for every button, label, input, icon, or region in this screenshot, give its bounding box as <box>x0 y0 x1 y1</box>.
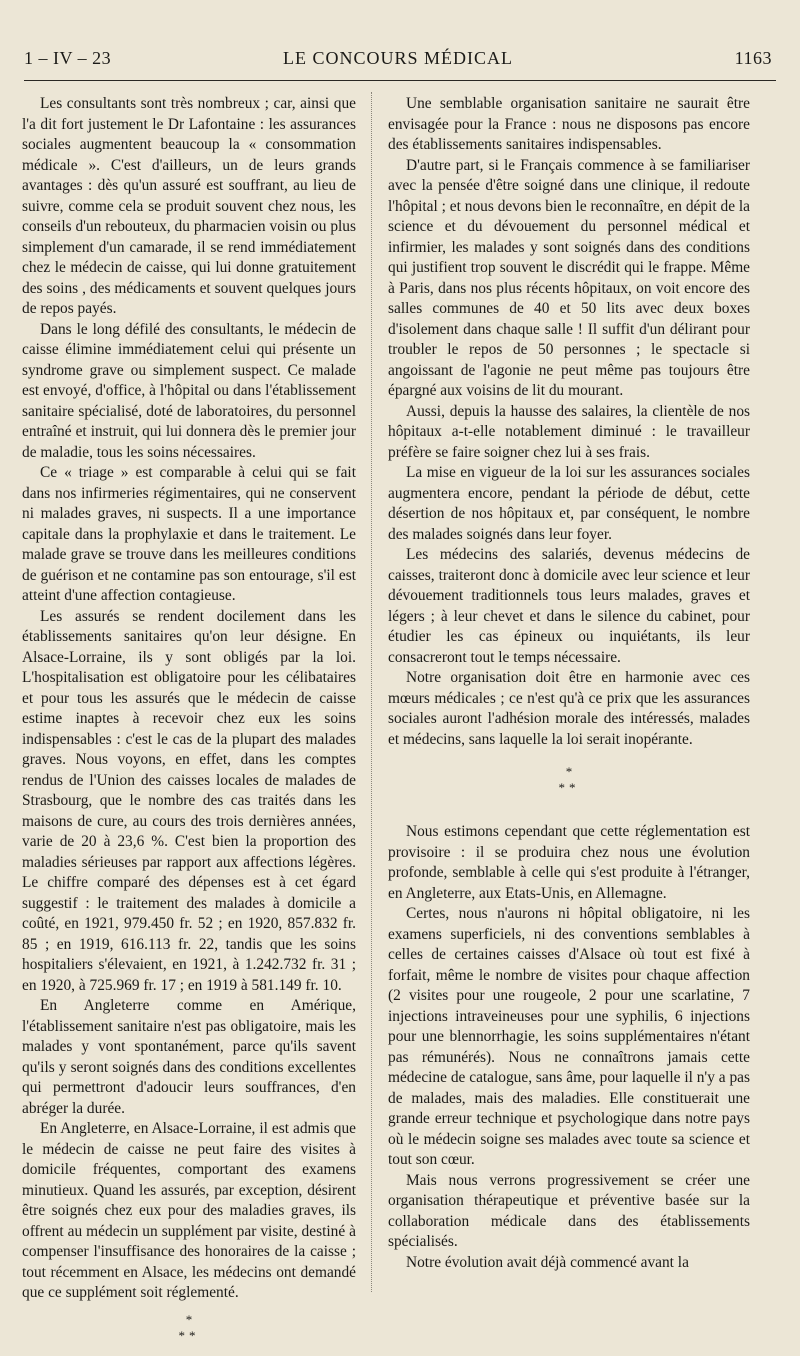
paragraph: La mise en vigueur de la loi sur les assurances sociales augmentera encore, pendant la période de début, cette désertion de nos hôpitaux et, par conséquent, le nombre des malades soignés dans leur foyer. <box>388 464 750 543</box>
section-separator <box>388 764 750 796</box>
paragraph: En Angleterre comme en Amérique, l'établissement sanitaire n'est pas obligatoire, mais les malades y vont spontanément, parce qu'ils savent qu'ils y seront soignés dans des conditions excellentes qui permettront d'adoucir leurs souffrances, d'en abréger la durée. <box>22 997 356 1117</box>
paragraph: Dans le long défilé des consultants, le médecin de caisse élimine immédiatement celui qui présente un syndrome grave ou simplement suspect. Ce malade est envoyé, d'office, à l'hôpital ou dans l'établissement sanitaire spécialisé, doté de laboratoires, du personnel entraîné et instruit, qui lui donnera dès le premier jour de maladie, tous les soins nécessaires. <box>22 320 356 461</box>
paragraph: Notre organisation doit être en harmonie avec ces mœurs médicales ; ce n'est qu'à ce prix que les assurances sociales auront l'adhésion morale des intéressés, malades et médecins, sans laquelle la loi serait inopérante. <box>388 669 750 748</box>
paragraph: Certes, nous n'aurons ni hôpital obligatoire, ni les examens superficiels, ni des conventions semblables à celles de certaines caisses d'Alsace où tout est fixé à forfait, même le nombre de visites pour chaque affection (2 visites pour une rougeole, 2 pour une scarlatine, 7 injections intraveineuses pour une syphilis, 6 injections pour une blennorrhagie, les soins supplémentaires n'étant pas rémunérés). Nous ne connaîtrons jamais cette médecine de catalogue, sans âme, pour laquelle il n'y a pas de malades, mais des maladies. Elle constituerait une grande erreur technique et psychologique dans notre pays où le médecin soigne ses malades avec toute sa science et tout son cœur. <box>388 905 750 1168</box>
journal-title: LE CONCOURS MÉDICAL <box>282 48 513 68</box>
paragraph: Une semblable organisation sanitaire ne saurait être envisagée pour la France : nous ne disposons pas encore des établissements sanitaires indispensables. <box>388 95 750 153</box>
separator-star-top: * <box>565 764 573 779</box>
separator-star-top: * <box>185 1311 193 1327</box>
left-column <box>22 94 356 1356</box>
separator-star-bottom: ** <box>558 780 580 795</box>
header-rule <box>24 80 776 81</box>
paragraph: D'autre part, si le Français commence à se familiariser avec la pensée d'être soigné dans une clinique, il redoute l'hôpital ; et nous devons bien le reconnaître, en dépit de la science et du dévouement du personnel médical et infirmier, les malades y sont soignés dans des conditions qui justifient trop souvent le discrédit qui le frappe. Même à Paris, dans nos plus récents hôpitaux, on voit encore des salles communes de 40 et 50 lits avec deux boxes d'isolement dans chaque salle ! Il suffit d'un délirant pour troubler le repos de 50 personnes ; le spectacle si angoissant de l'agonie ne peut même pas toujours être épargné aux voisins de lit du mourant. <box>388 156 750 399</box>
paragraph: Mais nous verrons progressivement se créer une organisation thérapeutique et préventive basée sur la collaboration médicale dans des établissements spécialisés. <box>388 1171 750 1250</box>
paragraph: Ce « triage » est comparable à celui qui se fait dans nos infirmeries régimentaires, qui ne conservent ni malades graves, ni suspects. Il a une importance capitale dans la prophylaxie et dans le traitement. Le malade grave se trouve dans les meilleures conditions de guérison et ne contamine pas son entourage, s'il est atteint d'une affection contagieuse. <box>22 464 356 604</box>
issue-date: 1 – IV – 23 <box>24 48 112 68</box>
paragraph: Notre évolution avait déjà commencé avant la <box>406 1253 689 1271</box>
separator-star-bottom: ** <box>178 1327 200 1343</box>
paragraph: En Angleterre, en Alsace-Lorraine, il est admis que le médecin de caisse ne peut faire des visites à domicile fréquentes, comportant des examens minutieux. Quand les assurés, par exception, désirent être soignés chez eux pour des maladies graves, ils offrent au médecin un supplément par visite, destiné à compenser l'insuffisance des honoraires de la caisse ; tout récemment en Alsace, les médecins ont demandé que ce supplément soit réglementé. <box>22 1120 356 1301</box>
paragraph: Nous estimons cependant que cette réglementation est provisoire : il se produira chez nous une évolution profonde, semblable à celle qui s'est produite à l'étranger, en Angleterre, aux Etats-Unis, en Allemagne. <box>388 823 750 902</box>
column-divider <box>371 92 372 1292</box>
paragraph: Aussi, depuis la hausse des salaires, la clientèle de nos hôpitaux a-t-elle notablement diminué : le travailleur préfère se faire soigner chez lui à ses frais. <box>388 402 750 461</box>
paragraph: Les consultants sont très nombreux ; car, ainsi que l'a dit fort justement le Dr Lafontaine : les assurances sociales augmentent beaucoup la « consommation médicale ». C'est d'ailleurs, un de leurs grands avantages : dès qu'un assuré est souffrant, au lieu de suivre, comme cela se produit souvent chez nous, les conseils d'un rebouteux, du pharmacien voisin ou plus simplement d'un camarade, il se rend immédiatement chez le médecin de caisse, qui lui donne gratuitement des soins , des médicaments et souvent quelques jours de repos payés. <box>22 95 356 317</box>
page-number: 1163 <box>734 48 772 68</box>
paragraph: Les médecins des salariés, devenus médecins de caisses, traiteront donc à domicile avec leur science et leur dévouement traditionnels tous leurs malades, graves et légers ; à leur chevet et dans le silence du cabinet, pour étudier les cas épineux ou inquiétants, ils leur consacreront tout le temps nécessaire. <box>388 546 750 666</box>
section-separator <box>22 1312 356 1344</box>
paragraph: Les assurés se rendent docilement dans les établissements sanitaires qu'on leur désigne. En Alsace-Lorraine, ils y sont obligés par la loi. L'hospitalisation est obligatoire pour les célibataires et pour tous les assurés que le médecin de caisse estime inaptes à recevoir chez eux les soins indispensables : c'est le cas de la plupart des malades graves. Nous voyons, en effet, dans les comptes rendus de l'Union des caisses locales de malades de Strasbourg, que le nombre des cas traités dans les maisons de cure, au cours des trois dernières années, varie de 20 à 23,6 %. C'est bien la proportion des maladies sérieuses par rapport aux affections légères. Le chiffre comparé des dépenses est à cet égard suggestif : le traitement des malades à domicile a coûté, en 1921, 979.450 fr. 52 ; en 1920, 857.832 fr. 85 ; en 1919, 616.113 fr. 22, tandis que les soins hospitaliers s'élevaient, en 1921, à 1.242.732 fr. 31 ; en 1920, à 725.969 fr. 17 ; en 1919 à 581.149 fr. 10. <box>22 607 356 994</box>
page-header <box>24 48 772 76</box>
right-column <box>388 94 750 1273</box>
